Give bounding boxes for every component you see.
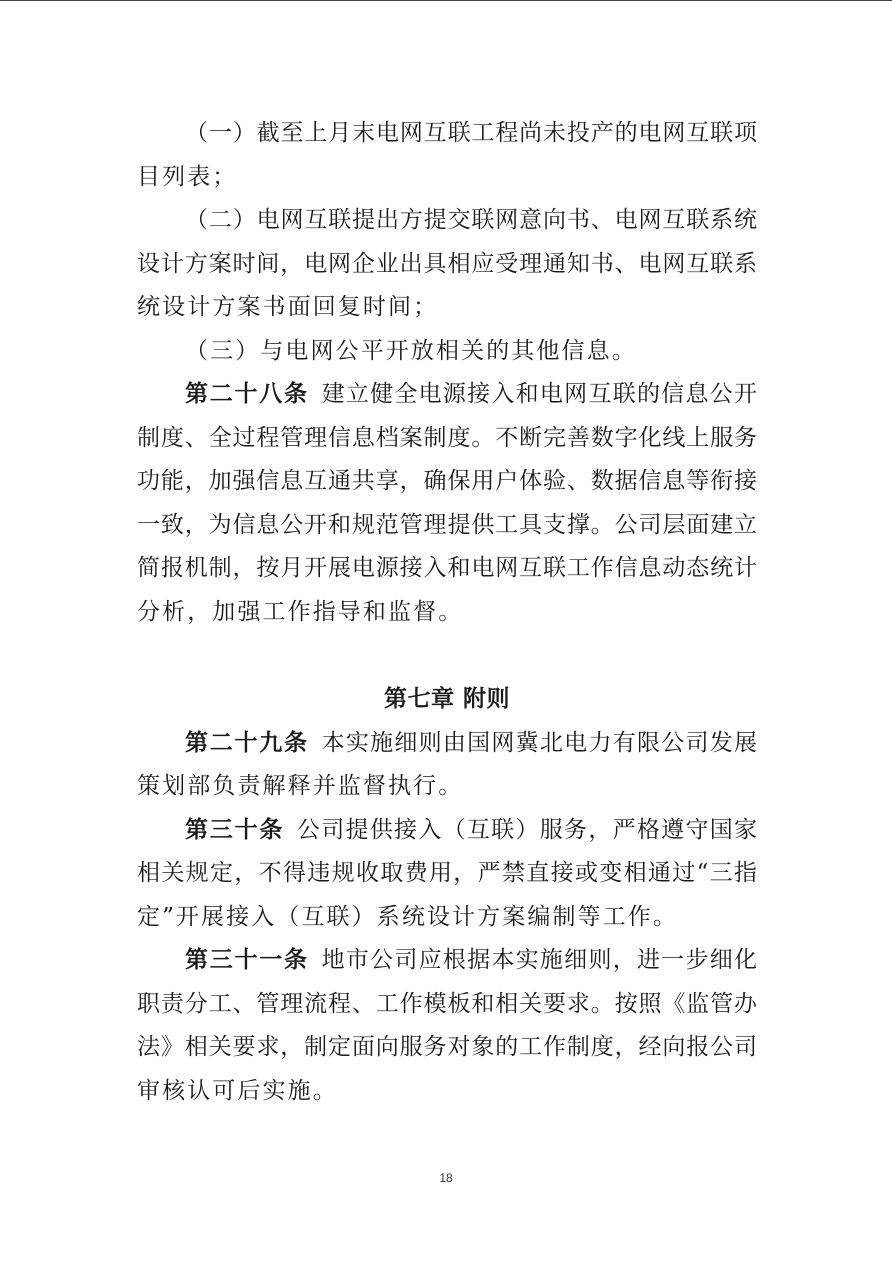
line-text: 职责分工、管理流程、工作模板和相关要求。按照《监管办 — [137, 990, 757, 1017]
article-heading: 第二十九条 — [185, 729, 309, 756]
text-line — [137, 722, 757, 766]
line-text: 相关规定，不得违规收取费用，严禁直接或变相通过“三指 — [137, 860, 757, 886]
text-line — [137, 460, 757, 504]
line-spacer — [309, 730, 321, 756]
line-text: 策划部负责解释并监督执行。 — [137, 773, 464, 799]
text-line — [137, 330, 757, 374]
text-line — [137, 243, 757, 287]
text-line — [137, 1070, 757, 1114]
line-text: 建立健全电源接入和电网互联的信息公开 — [320, 381, 758, 407]
line-text: 地市公司应根据本实施细则，进一步细化 — [320, 947, 758, 973]
line-spacer — [309, 381, 321, 407]
text-line — [137, 852, 757, 896]
article-heading: 第三十一条 — [185, 947, 309, 973]
document-page — [137, 112, 757, 1113]
article-heading: 第二十八条 — [185, 381, 309, 407]
line-text: 制度、全过程管理信息档案制度。不断完善数字化线上服务 — [137, 424, 757, 451]
text-line — [137, 504, 757, 548]
line-text: （一）截至上月末电网互联工程尚未投产的电网互联项 — [185, 120, 757, 146]
text-line — [137, 547, 757, 591]
text-line — [137, 156, 757, 200]
chapter-title: 第七章 附则 — [383, 686, 510, 712]
section-gap — [137, 634, 757, 678]
text-line — [137, 112, 757, 156]
line-text: 简报机制，按月开展电源接入和电网互联工作信息动态统计 — [137, 555, 757, 581]
text-line — [137, 591, 757, 635]
line-text: 功能，加强信息互通共享，确保用户体验、数据信息等衔接 — [137, 468, 757, 494]
text-line — [137, 896, 757, 940]
text-line — [137, 983, 757, 1027]
line-text: （三）与电网公平开放相关的其他信息。 — [185, 337, 637, 364]
line-text: 审核认可后实施。 — [137, 1077, 338, 1104]
document-body — [137, 112, 757, 634]
line-text: 一致，为信息公开和规范管理提供工具支撑。公司层面建立 — [137, 511, 757, 538]
line-text: 统设计方案书面回复时间； — [137, 294, 439, 320]
text-line — [137, 939, 757, 983]
text-line — [137, 199, 757, 243]
chapter-body — [137, 722, 757, 1114]
text-line — [137, 373, 757, 417]
text-line — [137, 809, 757, 853]
line-text: 分析，加强工作指导和监督。 — [137, 598, 464, 625]
line-text: （二）电网互联提出方提交联网意向书、电网互联系统 — [185, 207, 757, 233]
text-line — [137, 765, 757, 809]
line-text: 本实施细则由国网冀北电力有限公司发展 — [320, 729, 758, 756]
line-text: 法》相关要求，制定面向服务对象的工作制度，经向报公司 — [137, 1034, 757, 1060]
line-text: 定”开展接入（互联）系统设计方案编制等工作。 — [137, 903, 678, 930]
line-text: 公司提供接入（互联）服务，严格遵守国家 — [295, 816, 758, 843]
text-line — [137, 417, 757, 461]
line-text: 设计方案时间，电网企业出具相应受理通知书、电网互联系 — [137, 250, 757, 277]
text-line — [137, 1026, 757, 1070]
line-text: 目列表； — [137, 163, 238, 190]
line-spacer — [309, 947, 321, 973]
top-border — [0, 0, 892, 1]
line-spacer — [284, 817, 296, 843]
page-number: 18 — [439, 1171, 453, 1185]
article-heading: 第三十条 — [185, 816, 285, 843]
text-line — [137, 286, 757, 330]
